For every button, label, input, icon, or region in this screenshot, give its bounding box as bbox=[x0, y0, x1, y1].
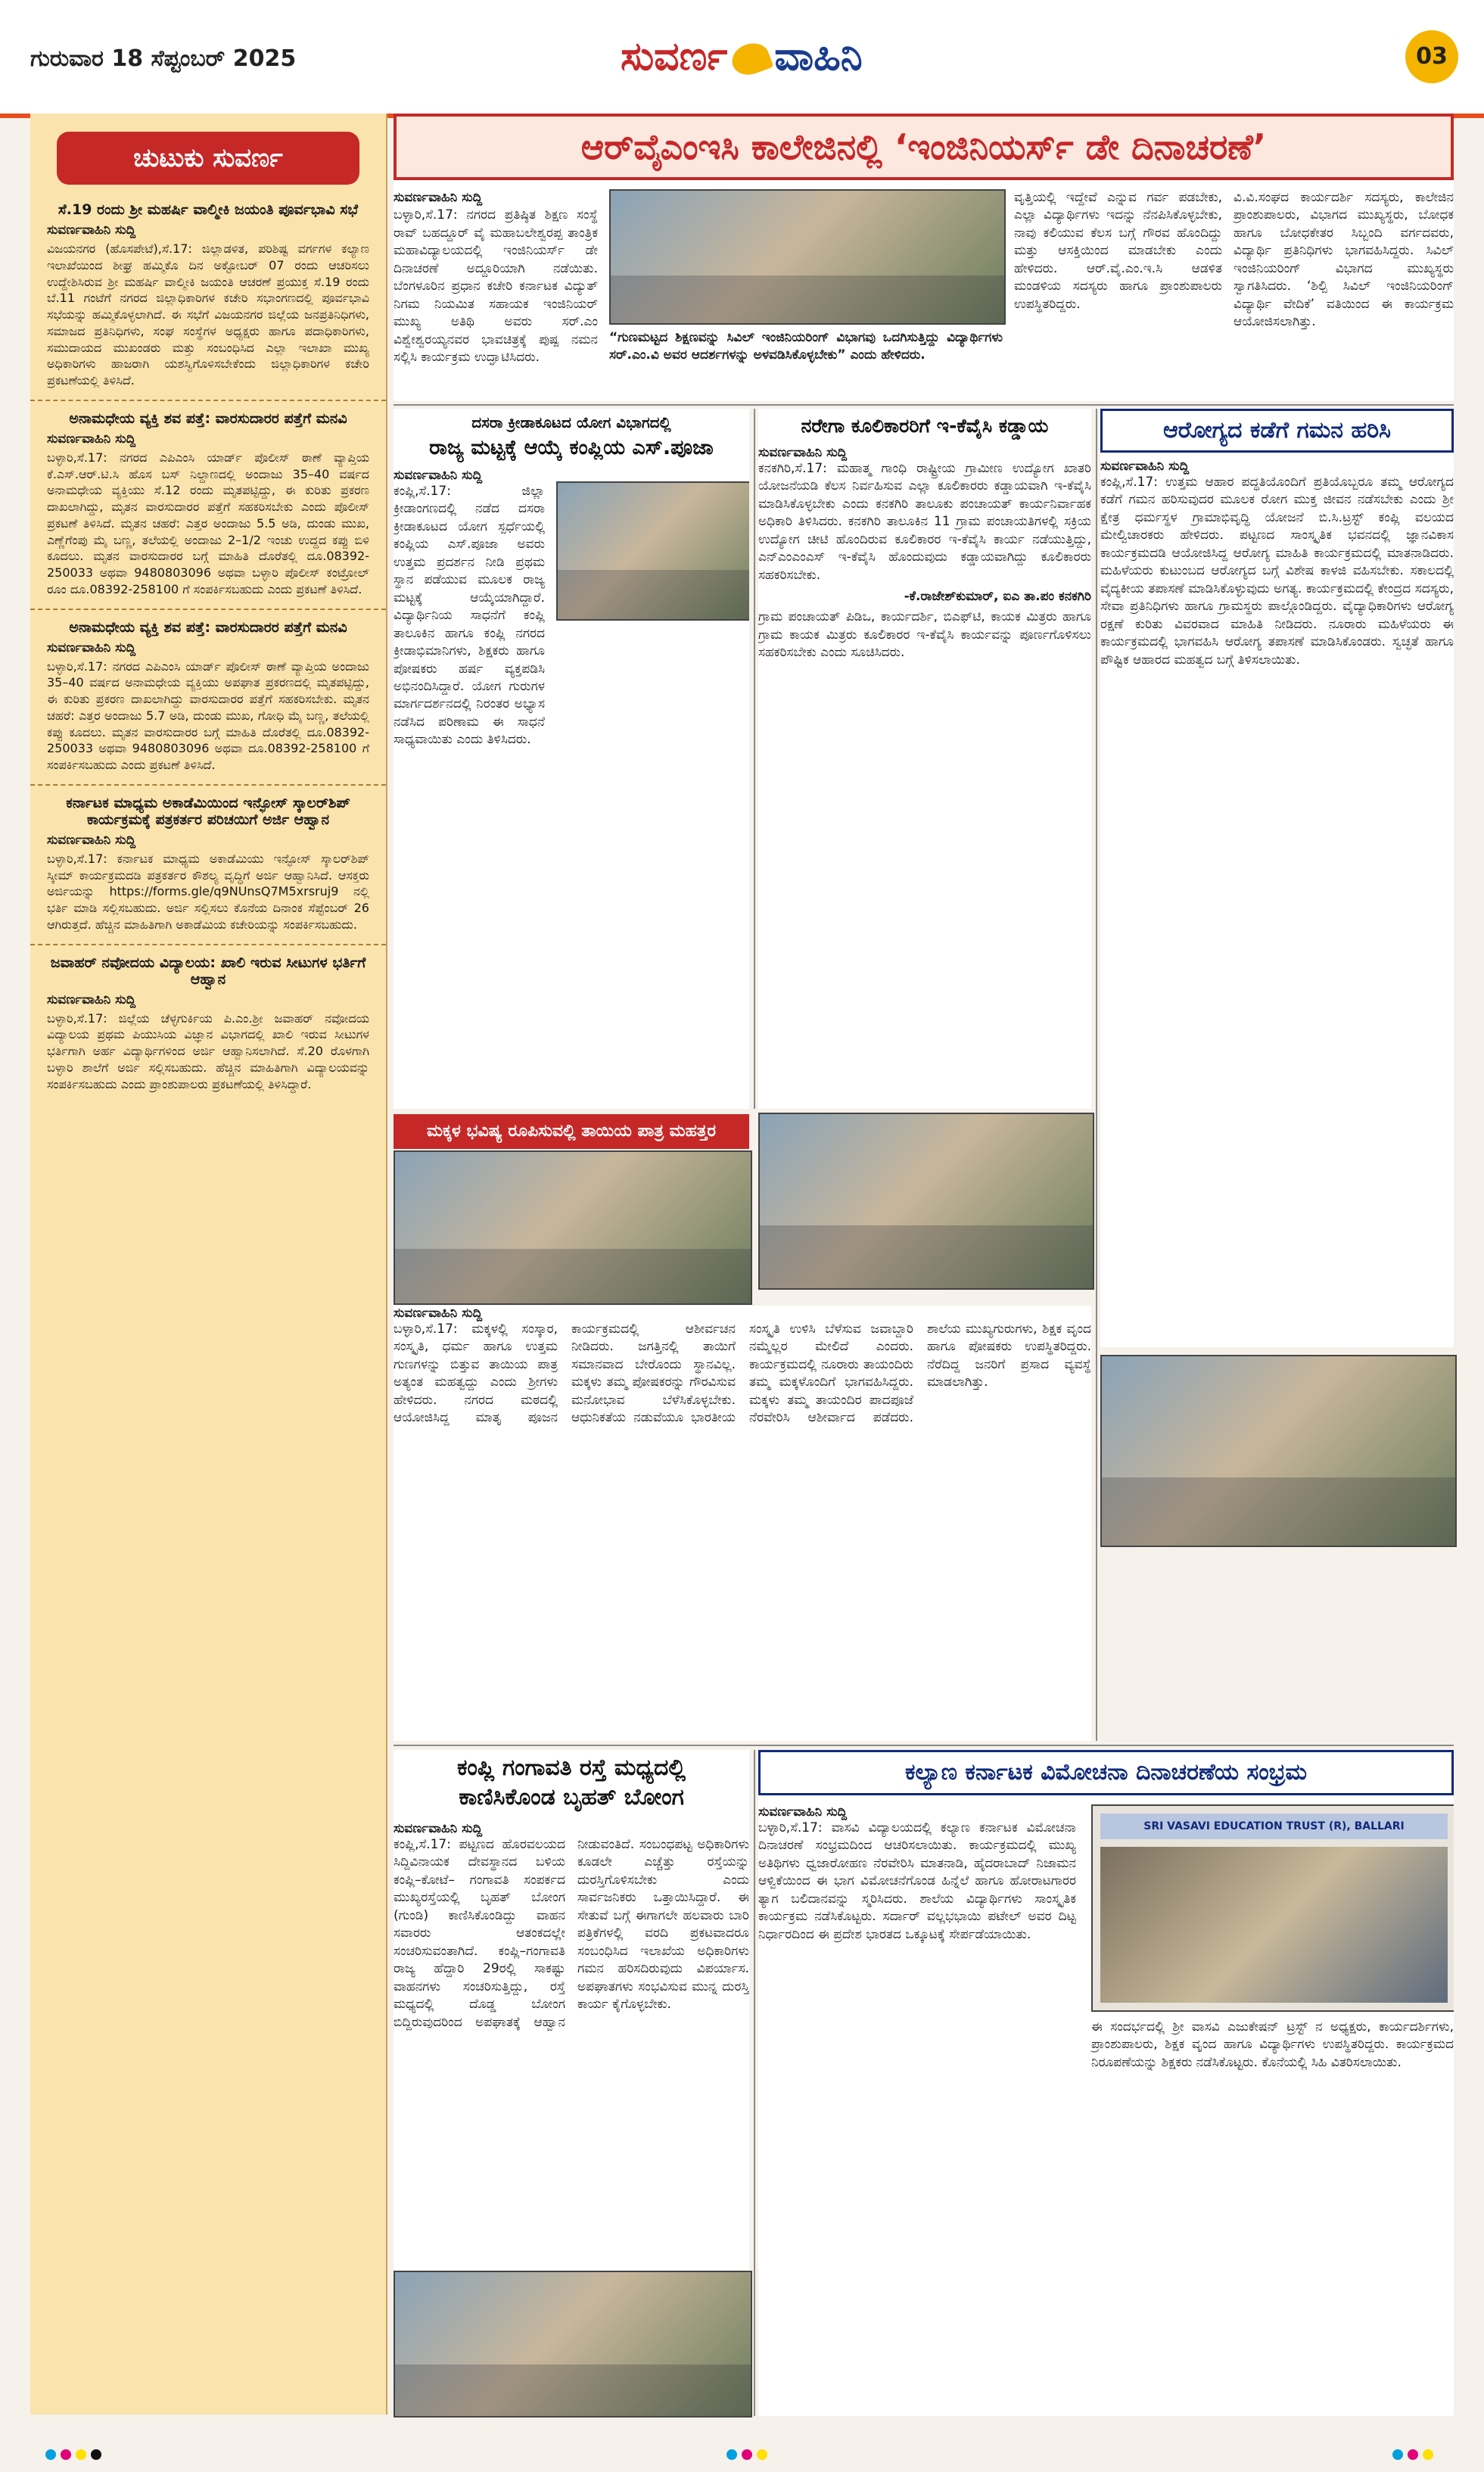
brief-title: ಅನಾಮಧೇಯ ವ್ಯಕ್ತಿ ಶವ ಪತ್ತೆ: ವಾರಸುದಾರರ ಪತ್ತೆಗೆ ಮನವಿ bbox=[69, 409, 347, 427]
main-headline: ಆರ್‌ವೈಎಂಇಸಿ ಕಾಲೇಜಿನಲ್ಲಿ ‘ಇಂಜಿನಿಯರ್ಸ್ ಡೇ ದಿನಾಚರಣೆ’ bbox=[394, 114, 1454, 180]
registration-dot bbox=[76, 2449, 86, 2460]
brief-item bbox=[30, 786, 386, 945]
divider bbox=[754, 1750, 755, 2416]
nrega-signature: -ಕೆ.ರಾಜೇಶ್‌ಕುಮಾರ್, ಐಎ ತಾ.ಪಂ ಕನಕಗಿರಿ bbox=[904, 589, 1091, 605]
brief-byline: ಸುವರ್ಣವಾಹಿನಿ ಸುದ್ದಿ bbox=[47, 431, 136, 447]
brief-item bbox=[30, 401, 386, 610]
brand-logo bbox=[621, 34, 863, 80]
sports-text: ಕಂಪ್ಲಿ,ಸೆ.17: ಜಿಲ್ಲಾ ಕ್ರೀಡಾಂಗಣದಲ್ಲಿ ನಡೆದ ದಸರಾ ಕ್ರೀಡಾಕೂಟದ ಯೋಗ ಸ್ಪರ್ಧೆಯಲ್ಲಿ ಕಂಪ್ಲಿಯ ಎಸ್.ಪೂಜಾ ಅವರು ಉತ್ತಮ ಪ್ರದರ್ಶನ ನೀಡಿ ಪ್ರಥಮ ಸ್ಥಾನ ಪಡೆಯುವ ಮೂಲಕ ರಾಜ್ಯ ಮಟ್ಟಕ್ಕೆ ಆಯ್ಕೆಯಾಗಿದ್ದಾರೆ. ವಿದ್ಯಾರ್ಥಿನಿಯ ಸಾಧನೆಗೆ ಕಂಪ್ಲಿ ತಾಲೂಕಿನ ಹಾಗೂ ಕಂಪ್ಲಿ ನಗರದ ಕ್ರೀಡಾಭಿಮಾನಿಗಳು, ಶಿಕ್ಷಕರು ಹಾಗೂ ಪೋಷಕರು ಹರ್ಷ ವ್ಯಕ್ತಪಡಿಸಿ ಅಭಿನಂದಿಸಿದ್ದಾರೆ. ಯೋಗ ಗುರುಗಳ ಮಾರ್ಗದರ್ಶನದಲ್ಲಿ ನಿರಂತರ ಅಭ್ಯಾಸ ನಡೆಸಿದ ಪರಿಣಾಮ ಈ ಸಾಧನೆ ಸಾಧ್ಯವಾಯಿತು ಎಂದು ತಿಳಿಸಿದರು. bbox=[394, 484, 545, 748]
nrega-text-2: ಗ್ರಾಮ ಪಂಚಾಯತ್ ಪಿಡಿಒ, ಕಾರ್ಯದರ್ಶಿ, ಬಿಎಫ್‌ಟಿ, ಕಾಯಕ ಮಿತ್ರರು ಹಾಗೂ ಗ್ರಾಮ ಕಾಯಕ ಮಿತ್ರರು ಕೂಲಿಕಾರರ ಇ-ಕೆವೈಸಿ ಕಾರ್ಯವನ್ನು ಪೂರ್ಣಗೊಳಿಸಲು ಸಹಕರಿಸಬೇಕು ಎಂದು ಸೂಚಿಸಿದರು. bbox=[758, 609, 1091, 661]
main-story-quote: “ಗುಣಮಟ್ಟದ ಶಿಕ್ಷಣವನ್ನು ಸಿವಿಲ್ ಇಂಜಿನಿಯರಿಂಗ್ ವಿಭಾಗವು ಒದಗಿಸುತ್ತಿದ್ದು ವಿದ್ಯಾರ್ಥಿಗಳು ಸರ್.ಎಂ.ವಿ ಅವರ ಆದರ್ಶಗಳನ್ನು ಅಳವಡಿಸಿಕೊಳ್ಳಬೇಕು” ಎಂದು ಹೇಳಿದರು. bbox=[609, 330, 1003, 363]
brief-item bbox=[30, 945, 386, 1104]
brief-item bbox=[30, 610, 386, 786]
brief-text: ಬಳ್ಳಾರಿ,ಸೆ.17: ಜಿಲ್ಲೆಯ ಚೆಳ್ಳಗುರ್ಕಿಯ ಪಿ.ಎಂ.ಶ್ರೀ ಜವಾಹರ್ ನವೋದಯ ವಿದ್ಯಾಲಯ ಪ್ರಥಮ ಪಿಯುಸಿಯ ವಿಜ್ಞಾನ ವಿಭಾಗದಲ್ಲಿ ಖಾಲಿ ಇರುವ ಸೀಟುಗಳ ಭರ್ತಿಗಾಗಿ ಅರ್ಹ ವಿದ್ಯಾರ್ಥಿಗಳಿಂದ ಅರ್ಜಿ ಆಹ್ವಾನಿಸಲಾಗಿದೆ. ಸೆ.20 ರೊಳಗಾಗಿ ಬಳ್ಳಾರಿ ಶಾಲೆಗೆ ಅರ್ಜಿ ಸಲ್ಲಿಸಬಹುದು. ಹೆಚ್ಚಿನ ಮಾಹಿತಿಗಾಗಿ ವಿದ್ಯಾಲಯವನ್ನು ಸಂಪರ್ಕಿಸಬಹುದು ಎಂದು ಪ್ರಾಂಶುಪಾಲರು ಪ್ರಕಟಣೆಯಲ್ಲಿ ತಿಳಿಸಿದ್ದಾರೆ. bbox=[47, 1010, 369, 1091]
children-byline: ಸುವರ್ಣವಾಹಿನಿ ಸುದ್ದಿ bbox=[394, 1306, 483, 1321]
main-story bbox=[394, 114, 1454, 401]
page-number: 03 bbox=[1405, 30, 1458, 83]
health-photo bbox=[1100, 1355, 1457, 1547]
kalyana-col-left bbox=[758, 1804, 1076, 1944]
kalyana-banner: SRI VASAVI EDUCATION TRUST (R), BALLARI bbox=[1100, 1814, 1448, 1839]
divider bbox=[1096, 409, 1097, 1741]
registration-dot bbox=[726, 2449, 737, 2460]
kalyana-headline: ಕಲ್ಯಾಣ ಕರ್ನಾಟಕ ವಿಮೋಚನಾ ದಿನಾಚರಣೆಯ ಸಂಭ್ರಮ bbox=[758, 1750, 1454, 1795]
health-headline: ಆರೋಗ್ಯದ ಕಡೆಗೆ ಗಮನ ಹರಿಸಿ bbox=[1100, 409, 1454, 453]
children-caption: ಮಕ್ಕಳ ಭವಿಷ್ಯ ರೂಪಿಸುವಲ್ಲಿ ತಾಯಿಯ ಪಾತ್ರ ಮಹತ್ತರ bbox=[394, 1114, 749, 1149]
brand-right: ವಾಹಿನಿ bbox=[774, 34, 863, 79]
registration-dot bbox=[1392, 2449, 1403, 2460]
brief-byline: ಸುವರ್ಣವಾಹಿನಿ ಸುದ್ದಿ bbox=[47, 832, 136, 848]
main-story-col-3: ವೃತ್ತಿಯಲ್ಲಿ ಇದ್ದೇವೆ ಎನ್ನುವ ಗರ್ವ ಪಡಬೇಕು, ಎಲ್ಲಾ ವಿದ್ಯಾರ್ಥಿಗಳು ಇದನ್ನು ನೆನಪಿಸಿಕೊಳ್ಳಬೇಕು, ನಾವು ಕಲಿಯುವ ಕೆಲಸ ಬಗ್ಗೆ ಗೌರವ ಹೊಂದಿದ್ದು ಮತ್ತು ಆಸಕ್ತಿಯಿಂದ ಮಾಡಬೇಕು ಎಂದು ಹೇಳಿದರು. ಆರ್.ವೈ.ಎಂ.ಇ.ಸಿ ಆಡಳಿತ ಮಂಡಳಿಯ ಸದಸ್ಯರು ಹಾಗೂ ಪ್ರಾಂಶುಪಾಲರು ಉಪಸ್ಥಿತರಿದ್ದರು. bbox=[1014, 190, 1222, 312]
registration-dot bbox=[45, 2449, 56, 2460]
road-headline-1: ಕಂಪ್ಲಿ ಗಂಗಾವತಿ ರಸ್ತೆ ಮಧ್ಯದಲ್ಲಿ bbox=[456, 1754, 686, 1781]
children-photo bbox=[394, 1150, 752, 1305]
divider bbox=[394, 404, 1454, 406]
print-registration-marks bbox=[0, 2449, 1484, 2464]
registration-dot bbox=[742, 2449, 752, 2460]
nrega-headline: ನರೇಗಾ ಕೂಲಿಕಾರರಿಗೆ ಇ-ಕೆವೈಸಿ ಕಡ್ಡಾಯ bbox=[801, 415, 1049, 437]
sports-story bbox=[394, 409, 749, 1109]
road-text: ಕಂಪ್ಲಿ,ಸೆ.17: ಪಟ್ಟಣದ ಹೊರವಲಯದ ಸಿದ್ದಿವಿನಾಯಕ ದೇವಸ್ಥಾನದ ಬಳಿಯ ಕಂಪ್ಲಿ–ಕೋಟೆ– ಗಂಗಾವತಿ ಸಂಪರ್ಕದ ಮುಖ್ಯರಸ್ತೆಯಲ್ಲಿ ಬೃಹತ್ ಬೋಂಗ (ಗುಂಡಿ) ಕಾಣಿಸಿಕೊಂಡಿದ್ದು ವಾಹನ ಸವಾರರು ಆತಂಕದಲ್ಲೇ ಸಂಚರಿಸುವಂತಾಗಿದೆ. ಕಂಪ್ಲಿ–ಗಂಗಾವತಿ ರಾಜ್ಯ ಹೆದ್ದಾರಿ 29ರಲ್ಲಿ ಸಾಕಷ್ಟು ವಾಹನಗಳು ಸಂಚರಿಸುತ್ತಿದ್ದು, ರಸ್ತೆ ಮಧ್ಯದಲ್ಲಿ ದೊಡ್ಡ ಬೋಂಗ ಬಿದ್ದಿರುವುದರಿಂದ ಅಪಘಾತಕ್ಕೆ ಆಹ್ವಾನ ನೀಡುವಂತಿದೆ. ಸಂಬಂಧಪಟ್ಟ ಅಧಿಕಾರಿಗಳು ಕೂಡಲೇ ಎಚ್ಚೆತ್ತು ರಸ್ತೆಯನ್ನು ದುರಸ್ತಿಗೊಳಿಸಬೇಕು ಎಂದು ಸಾರ್ವಜನಿಕರು ಒತ್ತಾಯಿಸಿದ್ದಾರೆ. ಈ ಸೇತುವೆ ಬಗ್ಗೆ ಈಗಾಗಲೇ ಹಲವಾರು ಬಾರಿ ಪತ್ರಿಕೆಗಳಲ್ಲಿ ವರದಿ ಪ್ರಕಟವಾದರೂ ಸಂಬಂಧಿಸಿದ ಇಲಾಖೆಯ ಅಧಿಕಾರಿಗಳು ಗಮನ ಹರಿಸದಿರುವುದು ವಿಪರ್ಯಾಸ. ಅಪಘಾತಗಳು ಸಂಭವಿಸುವ ಮುನ್ನ ದುರಸ್ತಿ ಕಾರ್ಯ ಕೈಗೊಳ್ಳಬೇಕು. bbox=[394, 1837, 749, 2030]
road-byline: ಸುವರ್ಣವಾಹಿನಿ ಸುದ್ದಿ bbox=[394, 1821, 483, 1836]
kalyana-text-2: ಈ ಸಂದರ್ಭದಲ್ಲಿ ಶ್ರೀ ವಾಸವಿ ಎಜುಕೇಷನ್ ಟ್ರಸ್ಟ್ ನ ಅಧ್ಯಕ್ಷರು, ಕಾರ್ಯದರ್ಶಿಗಳು, ಪ್ರಾಂಶುಪಾಲರು, ಶಿಕ್ಷಕ ವೃಂದ ಹಾಗೂ ವಿದ್ಯಾರ್ಥಿಗಳು ಉಪಸ್ಥಿತರಿದ್ದರು. ಕಾರ್ಯಕ್ರಮದ ನಿರೂಪಣೆಯನ್ನು ಶಿಕ್ಷಕರು ನಡೆಸಿಕೊಟ್ಟರು. ಕೊನೆಯಲ್ಲಿ ಸಿಹಿ ವಿತರಿಸಲಾಯಿತು. bbox=[1091, 2019, 1454, 2070]
brief-title: ಅನಾಮಧೇಯ ವ್ಯಕ್ತಿ ಶವ ಪತ್ತೆ: ವಾರಸುದಾರರ ಪತ್ತೆಗೆ ಮನವಿ bbox=[69, 618, 347, 636]
kalyana-photo bbox=[1091, 1804, 1454, 2012]
kalyana-text: ಬಳ್ಳಾರಿ,ಸೆ.17: ವಾಸವಿ ವಿದ್ಯಾಲಯದಲ್ಲಿ ಕಲ್ಯಾಣ ಕರ್ನಾಟಕ ವಿಮೋಚನಾ ದಿನಾಚರಣೆ ಸಂಭ್ರಮದಿಂದ ಆಚರಿಸಲಾಯಿತು. ಕಾರ್ಯಕ್ರಮದಲ್ಲಿ ಮುಖ್ಯ ಅತಿಥಿಗಳು ಧ್ವಜಾರೋಹಣ ನೆರವೇರಿಸಿ ಮಾತನಾಡಿ, ಹೈದರಾಬಾದ್ ನಿಜಾಮನ ಆಳ್ವಿಕೆಯಿಂದ ಈ ಭಾಗ ವಿಮೋಚನೆಗೊಂಡ ಹಿನ್ನೆಲೆ ಹಾಗೂ ಹೋರಾಟಗಾರರ ತ್ಯಾಗ ಬಲಿದಾನವನ್ನು ಸ್ಮರಿಸಿದರು. ಶಾಲೆಯ ವಿದ್ಯಾರ್ಥಿಗಳು ಸಾಂಸ್ಕೃತಿಕ ಕಾರ್ಯಕ್ರಮ ನಡೆಸಿಕೊಟ್ಟರು. ಸರ್ದಾರ್ ವಲ್ಲಭಭಾಯಿ ಪಟೇಲ್ ಅವರ ದಿಟ್ಟ ನಿರ್ಧಾರದಿಂದ ಈ ಪ್ರದೇಶ ಭಾರತದ ಒಕ್ಕೂಟಕ್ಕೆ ಸೇರ್ಪಡೆಯಾಯಿತು. bbox=[758, 1820, 1076, 1942]
brief-title: ಜವಾಹರ್ ನವೋದಯ ವಿದ್ಯಾಲಯ: ಖಾಲಿ ಇರುವ ಸೀಟುಗಳ ಭರ್ತಿಗೆ ಆಹ್ವಾನ bbox=[50, 954, 366, 988]
sports-photo bbox=[556, 481, 749, 621]
divider bbox=[754, 409, 755, 1109]
registration-dot bbox=[91, 2449, 101, 2460]
nrega-text: ಕನಕಗಿರಿ,ಸೆ.17: ಮಹಾತ್ಮ ಗಾಂಧಿ ರಾಷ್ಟ್ರೀಯ ಗ್ರಾಮೀಣ ಉದ್ಯೋಗ ಖಾತರಿ ಯೋಜನೆಯಡಿ ಕೆಲಸ ನಿರ್ವಹಿಸುವ ಎಲ್ಲಾ ಕೂಲಿಕಾರರು ಕಡ್ಡಾಯವಾಗಿ ಇ-ಕೆವೈಸಿ ಮಾಡಿಸಿಕೊಳ್ಳಬೇಕು ಎಂದು ಕನಕಗಿರಿ ತಾಲೂಕು ಪಂಚಾಯತ್ ಕಾರ್ಯನಿರ್ವಾಹಕ ಅಧಿಕಾರಿ ತಿಳಿಸಿದರು. ಕನಕಗಿರಿ ತಾಲೂಕಿನ 11 ಗ್ರಾಮ ಪಂಚಾಯತಿಗಳಲ್ಲಿ ಸಕ್ರಿಯ ಉದ್ಯೋಗ ಚೀಟಿ ಹೊಂದಿರುವ ಕೂಲಿಕಾರರ ಇ-ಕೆವೈಸಿ ಕಾರ್ಯ ನಡೆಯುತ್ತಿದ್ದು, ಎನ್‌ಎಂಎಂಎಸ್ ಇ-ಕೆವೈಸಿ ಹೊಂದುವುದು ಕಡ್ಡಾಯವಾಗಿದ್ದು ಕೂಲಿಕಾರರು ಸಹಕರಿಸಬೇಕು. bbox=[758, 461, 1091, 583]
kalyana-photo-people bbox=[1100, 1847, 1448, 2003]
flame-icon bbox=[728, 39, 774, 80]
left-column-header: ಚುಟುಕು ಸುವರ್ಣ bbox=[57, 132, 359, 185]
registration-dot bbox=[1423, 2449, 1433, 2460]
main-byline: ಸುವರ್ಣವಾಹಿನಿ ಸುದ್ದಿ bbox=[394, 190, 483, 205]
brief-text: ಬಳ್ಳಾರಿ,ಸೆ.17: ನಗರದ ಎಪಿಎಂಸಿ ಯಾರ್ಡ್ ಪೊಲೀಸ್ ಠಾಣೆ ವ್ಯಾಪ್ತಿಯ ಅಂದಾಜು 35–40 ವರ್ಷದ ಅನಾಮಧೇಯ ವ್ಯಕ್ತಿಯು ಅಪಘಾತ ಪ್ರಕರಣದಲ್ಲಿ ಮೃತಪಟ್ಟಿದ್ದು, ಈ ಕುರಿತು ಪ್ರಕರಣ ದಾಖಲಾಗಿದ್ದು ವಾರಸುದಾರರ ಪತ್ತೆಗೆ ಸಹಕರಿಸಬೇಕು. ಮೃತನ ಚಹರೆ: ಎತ್ತರ ಅಂದಾಜು 5.7 ಅಡಿ, ದುಂಡು ಮುಖ, ಗೋಧಿ ಮೈ ಬಣ್ಣ, ತಲೆಯಲ್ಲಿ ಕಪ್ಪು ಕೂದಲು. ಮೃತನ ವಾರಸುದಾರರ ಬಗ್ಗೆ ಮಾಹಿತಿ ದೊರೆತಲ್ಲಿ ದೂ.08392-250033 ಅಥವಾ 9480803096 ಅಥವಾ ದೂ.08392-258100 ಗೆ ಸಂಪರ್ಕಿಸಬಹುದು ಎಂದು ಪ್ರಕಟಣೆ ತಿಳಿಸಿದೆ. bbox=[47, 658, 369, 772]
left-column-briefs bbox=[30, 114, 387, 2414]
children-story bbox=[394, 1306, 1091, 1741]
main-story-col-1 bbox=[394, 189, 598, 367]
kalyana-byline: ಸುವರ್ಣವಾಹಿನಿ ಸುದ್ದಿ bbox=[758, 1804, 848, 1820]
health-byline: ಸುವರ್ಣವಾಹಿನಿ ಸುದ್ದಿ bbox=[1100, 459, 1190, 474]
kalyana-story bbox=[758, 1750, 1454, 2416]
brief-byline: ಸುವರ್ಣವಾಹಿನಿ ಸುದ್ದಿ bbox=[47, 640, 136, 655]
masthead bbox=[0, 0, 1484, 118]
children-text: ಬಳ್ಳಾರಿ,ಸೆ.17: ಮಕ್ಕಳಲ್ಲಿ ಸಂಸ್ಕಾರ, ಸಂಸ್ಕೃತಿ, ಧರ್ಮ ಹಾಗೂ ಉತ್ತಮ ಗುಣಗಳನ್ನು ಬಿತ್ತುವ ತಾಯಿಯ ಪಾತ್ರ ಅತ್ಯಂತ ಮಹತ್ವದ್ದು ಎಂದು ಶ್ರೀಗಳು ಹೇಳಿದರು. ನಗರದ ಮಠದಲ್ಲಿ ಆಯೋಜಿಸಿದ್ದ ಮಾತೃ ಪೂಜನ ಕಾರ್ಯಕ್ರಮದಲ್ಲಿ ಆಶೀರ್ವಚನ ನೀಡಿದರು. ಜಗತ್ತಿನಲ್ಲಿ ತಾಯಿಗೆ ಸಮಾನವಾದ ಬೇರೊಂದು ಸ್ಥಾನವಿಲ್ಲ. ಮಕ್ಕಳು ತಮ್ಮ ಪೋಷಕರನ್ನು ಗೌರವಿಸುವ ಮನೋಭಾವ ಬೆಳೆಸಿಕೊಳ್ಳಬೇಕು. ಆಧುನಿಕತೆಯ ನಡುವೆಯೂ ಭಾರತೀಯ ಸಂಸ್ಕೃತಿ ಉಳಿಸಿ ಬೆಳೆಸುವ ಜವಾಬ್ದಾರಿ ನಮ್ಮೆಲ್ಲರ ಮೇಲಿದೆ ಎಂದರು. ಕಾರ್ಯಕ್ರಮದಲ್ಲಿ ನೂರಾರು ತಾಯಂದಿರು ತಮ್ಮ ಮಕ್ಕಳೊಂದಿಗೆ ಭಾಗವಹಿಸಿದ್ದರು. ಮಕ್ಕಳು ತಮ್ಮ ತಾಯಂದಿರ ಪಾದಪೂಜೆ ನೆರವೇರಿಸಿ ಆಶೀರ್ವಾದ ಪಡೆದರು. ಶಾಲೆಯ ಮುಖ್ಯಗುರುಗಳು, ಶಿಕ್ಷಕ ವೃಂದ ಹಾಗೂ ಪೋಷಕರು ಉಪಸ್ಥಿತರಿದ್ದರು. ನೆರೆದಿದ್ದ ಜನರಿಗೆ ಪ್ರಸಾದ ವ್ಯವಸ್ಥೆ ಮಾಡಲಾಗಿತ್ತು. bbox=[394, 1322, 1091, 1426]
brief-title: ಕರ್ನಾಟಕ ಮಾಧ್ಯಮ ಅಕಾಡೆಮಿಯಿಂದ ಇನ್ಫೋಸ್ ಸ್ಕಾಲರ್‌ಶಿಪ್ ಕಾರ್ಯಕ್ರಮಕ್ಕೆ ಪತ್ರಕರ್ತರ ಪರಿಚಯಿಗೆ ಅರ್ಜಿ ಆಹ್ವಾನ bbox=[66, 794, 350, 828]
registration-dot bbox=[757, 2449, 767, 2460]
registration-dot bbox=[1408, 2449, 1418, 2460]
main-story-col-4: ವಿ.ವಿ.ಸಂಘದ ಕಾರ್ಯದರ್ಶಿ ಸದಸ್ಯರು, ಕಾಲೇಜಿನ ಪ್ರಾಂಶುಪಾಲರು, ವಿಭಾಗದ ಮುಖ್ಯಸ್ಥರು, ಬೋಧಕ ಹಾಗೂ ಬೋಧಕೇತರ ಸಿಬ್ಬಂದಿ ವರ್ಗದವರು, ವಿದ್ಯಾರ್ಥಿ ಪ್ರತಿನಿಧಿಗಳು ಭಾಗವಹಿಸಿದ್ದರು. ಸಿವಿಲ್ ಇಂಜಿನಿಯರಿಂಗ್ ವಿಭಾಗದ ಮುಖ್ಯಸ್ಥರು ಸ್ವಾಗತಿಸಿದರು. ‘ಶಿಲ್ಪಿ ಸಿವಿಲ್ ಇಂಜಿನಿಯರಿಂಗ್ ವಿದ್ಯಾರ್ಥಿ ವೇದಿಕೆ’ ವತಿಯಿಂದ ಈ ಕಾರ್ಯಕ್ರಮ ಆಯೋಜಿಸಲಾಗಿತ್ತು. bbox=[1234, 190, 1454, 330]
sports-headline: ರಾಜ್ಯ ಮಟ್ಟಕ್ಕೆ ಆಯ್ಕೆ ಕಂಪ್ಲಿಯ ಎಸ್.ಪೂಜಾ bbox=[429, 436, 714, 459]
issue-date: ಗುರುವಾರ 18 ಸೆಪ್ಟಂಬರ್ 2025 bbox=[30, 45, 297, 72]
sports-byline: ಸುವರ್ಣವಾಹಿನಿ ಸುದ್ದಿ bbox=[394, 468, 483, 483]
brief-byline: ಸುವರ್ಣವಾಹಿನಿ ಸುದ್ದಿ bbox=[47, 992, 136, 1007]
brief-text: ಬಳ್ಳಾರಿ,ಸೆ.17: ನಗರದ ಎಪಿಎಂಸಿ ಯಾರ್ಡ್ ಪೊಲೀಸ್ ಠಾಣೆ ವ್ಯಾಪ್ತಿಯ ಕೆ.ಎಸ್.ಆರ್.ಟಿ.ಸಿ ಹೊಸ ಬಸ್ ನಿಲ್ದಾಣದಲ್ಲಿ ಅಂದಾಜು 35–40 ವರ್ಷದ ಅನಾಮಧೇಯ ವ್ಯಕ್ತಿಯು ಸೆ.12 ರಂದು ಮೃತಪಟ್ಟಿದ್ದು, ಈ ಕುರಿತು ಪ್ರಕರಣ ದಾಖಲಾಗಿದ್ದು, ಮೃತನ ವಾರಸುದಾರರ ಪತ್ತೆಗೆ ಸಹಕರಿಸಬೇಕು ಎಂದು ಪೊಲೀಸ್ ಪ್ರಕಟಣೆ ತಿಳಿಸಿದೆ. ಮೃತನ ಚಹರೆ: ಎತ್ತರ ಅಂದಾಜು 5.5 ಅಡಿ, ದುಂಡು ಮುಖ, ಎಣ್ಣೆಗೆಂಪು ಮೈ ಬಣ್ಣ, ತಲೆಯಲ್ಲಿ ಅಂದಾಜು 2–1/2 ಇಂಚು ಉದ್ದದ ಕಪ್ಪು ಬಿಳಿ ಕೂದಲು. ಮೃತನ ವಾರಸುದಾರರ ಬಗ್ಗೆ ಮಾಹಿತಿ ದೊರೆತಲ್ಲಿ ದೂ.08392-250033 ಅಥವಾ 9480803096 ಅಥವಾ ಬಳ್ಳಾರಿ ಪೊಲೀಸ್ ಕಂಟ್ರೋಲ್ ರೂಂ ದೂ.08392-258100 ಗೆ ಸಂಪರ್ಕಿಸಬಹುದು ಎಂದು ಪ್ರಕಟಣೆ ತಿಳಿಸಿದೆ. bbox=[47, 450, 369, 596]
nrega-photo bbox=[758, 1113, 1094, 1290]
nrega-story bbox=[758, 409, 1091, 1109]
main-story-text-1: ಬಳ್ಳಾರಿ,ಸೆ.17: ನಗರದ ಪ್ರತಿಷ್ಠಿತ ಶಿಕ್ಷಣ ಸಂಸ್ಥೆ ರಾವ್ ಬಹದ್ದೂರ್ ವೈ ಮಹಾಬಲೇಶ್ವರಪ್ಪ ತಾಂತ್ರಿಕ ಮಹಾವಿದ್ಯಾಲಯದಲ್ಲಿ ಇಂಜಿನಿಯರ್ಸ್ ಡೇ ದಿನಾಚರಣೆ ಅದ್ದೂರಿಯಾಗಿ ನಡೆಯಿತು. ಬೆಂಗಳೂರಿನ ಪ್ರಧಾನ ಕಚೇರಿ ಕರ್ನಾಟಕ ವಿದ್ಯುತ್ ನಿಗಮ ನಿಯಮಿತ ಸಹಾಯಕ ಇಂಜಿನಿಯರ್ ಮುಖ್ಯ ಅತಿಥಿ ಅವರು ಸರ್.ಎಂ ವಿಶ್ವೇಶ್ವರಯ್ಯನವರ ಭಾವಚಿತ್ರಕ್ಕೆ ಪುಷ್ಪ ನಮನ ಸಲ್ಲಿಸಿ ಕಾರ್ಯಕ್ರಮ ಉದ್ಘಾಟಿಸಿದರು. bbox=[394, 207, 598, 366]
health-story bbox=[1100, 409, 1454, 1347]
brief-item bbox=[30, 192, 386, 401]
brief-text: ಬಳ್ಳಾರಿ,ಸೆ.17: ಕರ್ನಾಟಕ ಮಾಧ್ಯಮ ಅಕಾಡೆಮಿಯು ಇನ್ಫೋಸ್ ಸ್ಕಾಲರ್‌ಶಿಪ್ ಸ್ಕೀಮ್ ಕಾರ್ಯಕ್ರಮದಡಿ ಪತ್ರಕರ್ತರ ಕೌಶಲ್ಯ ವೃದ್ಧಿಗೆ ಅರ್ಜಿ ಆಹ್ವಾನಿಸಿದೆ. ಆಸಕ್ತರು ಅರ್ಜಿಯನ್ನು https://forms.gle/q9NUnsQ7M5xrsruj9 ನಲ್ಲಿ ಭರ್ತಿ ಮಾಡಿ ಸಲ್ಲಿಸಬಹುದು. ಅರ್ಜಿ ಸಲ್ಲಿಸಲು ಕೊನೆಯ ದಿನಾಂಕ ಸೆಪ್ಟೆಂಬರ್ 26 ಆಗಿರುತ್ತದೆ. ಹೆಚ್ಚಿನ ಮಾಹಿತಿಗಾಗಿ ಅಕಾಡೆಮಿಯ ಕಚೇರಿಯನ್ನು ಸಂಪರ್ಕಿಸಬಹುದು. bbox=[47, 851, 369, 932]
registration-dot bbox=[61, 2449, 71, 2460]
road-headline-2: ಕಾಣಿಸಿಕೊಂಡ ಬೃಹತ್ ಬೋಂಗ bbox=[459, 1784, 684, 1810]
sports-kicker: ದಸರಾ ಕ್ರೀಡಾಕೂಟದ ಯೋಗ ವಿಭಾಗದಲ್ಲಿ bbox=[471, 413, 671, 431]
main-story-photo bbox=[609, 189, 1006, 325]
brief-title: ಸೆ.19 ರಂದು ಶ್ರೀ ಮಹರ್ಷಿ ವಾಲ್ಮೀಕಿ ಜಯಂತಿ ಪೂರ್ವಭಾವಿ ಸಭೆ bbox=[58, 201, 359, 218]
health-text: ಕಂಪ್ಲಿ,ಸೆ.17: ಉತ್ತಮ ಆಹಾರ ಪದ್ಧತಿಯೊಂದಿಗೆ ಪ್ರತಿಯೊಬ್ಬರೂ ತಮ್ಮ ಆರೋಗ್ಯದ ಕಡೆಗೆ ಗಮನ ಹರಿಸುವುದರ ಮೂಲಕ ರೋಗ ಮುಕ್ತ ಜೀವನ ನಡೆಸಬೇಕು ಎಂದು ಶ್ರೀ ಕ್ಷೇತ್ರ ಧರ್ಮಸ್ಥಳ ಗ್ರಾಮಾಭಿವೃದ್ಧಿ ಯೋಜನೆ ಬಿ.ಸಿ.ಟ್ರಸ್ಟ್ ಕಂಪ್ಲಿ ವಲಯದ ಮೇಲ್ವಿಚಾರಕರು ಹೇಳಿದರು. ಪಟ್ಟಣದ ಸಾಂಸ್ಕೃತಿಕ ಭವನದಲ್ಲಿ ಜ್ಞಾನವಿಕಾಸ ಕಾರ್ಯಕ್ರಮದಡಿ ಆಯೋಜಿಸಿದ್ದ ಆರೋಗ್ಯ ಮಾಹಿತಿ ಕಾರ್ಯಕ್ರಮದಲ್ಲಿ ಮಾತನಾಡಿದರು. ಮಹಿಳೆಯರು ಕುಟುಂಬದ ಆರೋಗ್ಯದ ಬಗ್ಗೆ ವಿಶೇಷ ಕಾಳಜಿ ವಹಿಸಬೇಕು. ಸಕಾಲದಲ್ಲಿ ವೈದ್ಯಕೀಯ ತಪಾಸಣೆ ಮಾಡಿಸಿಕೊಳ್ಳುವುದು ಅಗತ್ಯ. ಕಾರ್ಯಕ್ರಮದಲ್ಲಿ ಕೇಂದ್ರದ ಸದಸ್ಯರು, ಸೇವಾ ಪ್ರತಿನಿಧಿಗಳು ಹಾಗೂ ಗ್ರಾಮಸ್ಥರು ಪಾಲ್ಗೊಂಡಿದ್ದರು. ವೈದ್ಯಾಧಿಕಾರಿಗಳು ಆರೋಗ್ಯ ರಕ್ಷಣೆ ಕುರಿತು ವಿವರವಾದ ಮಾಹಿತಿ ನೀಡಿದರು. ನೂರಾರು ಮಹಿಳೆಯರು ಈ ಕಾರ್ಯಕ್ರಮದಲ್ಲಿ ಭಾಗವಹಿಸಿ ಆರೋಗ್ಯ ತಪಾಸಣೆ ಮಾಡಿಸಿಕೊಂಡರು. ಸ್ವಚ್ಛತೆ ಹಾಗೂ ಪೌಷ್ಟಿಕ ಆಹಾರದ ಮಹತ್ವದ ಬಗ್ಗೆ ತಿಳಿಸಲಾಯಿತು. bbox=[1100, 475, 1454, 668]
divider bbox=[394, 1745, 1454, 1746]
brand-left: ಸುವರ್ಣ bbox=[621, 34, 728, 79]
nrega-byline: ಸುವರ್ಣವಾಹಿನಿ ಸುದ್ದಿ bbox=[758, 445, 848, 460]
brief-text: ವಿಜಯನಗರ (ಹೊಸಪೇಟೆ),ಸೆ.17: ಜಿಲ್ಲಾಡಳಿತ, ಪರಿಶಿಷ್ಟ ವರ್ಗಗಳ ಕಲ್ಯಾಣ ಇಲಾಖೆಯಿಂದ ಶೀಘ್ರ ಹಮ್ಮಿಕೊ ದಿನ ಅಕ್ಟೋಬರ್ 07 ರಂದು ಆಚರಿಸಲು ಉದ್ದೇಶಿಸಿರುವ ಶ್ರೀ ಮಹರ್ಷಿ ವಾಲ್ಮೀಕಿ ಜಯಂತಿ ಆಚರಣೆ ಪ್ರಯುಕ್ತ ಸೆ.19 ರಂದು ಬೆ.11 ಗಂಟೆಗೆ ನಗರದ ಜಿಲ್ಲಾಧಿಕಾರಿಗಳ ಕಚೇರಿ ಸಭಾಂಗಣದಲ್ಲಿ ಪೂರ್ವಭಾವಿ ಸಭೆಯನ್ನು ಹಮ್ಮಿಕೊಳ್ಳಲಾಗಿದೆ. ಈ ಸಭೆಗೆ ವಿಜಯನಗರ ಜಿಲ್ಲೆಯ ಜನಪ್ರತಿನಿಧಿಗಳು, ಸಮಾಜದ ಪ್ರತಿನಿಧಿಗಳು, ಸಂಘ ಸಂಸ್ಥೆಗಳ ಅಧ್ಯಕ್ಷರು ಹಾಗೂ ಪದಾಧಿಕಾರಿಗಳು, ಸಮುದಾಯದ ಮುಖಂಡರು ಮತ್ತು ಸಂಬಂಧಿಸಿದ ಎಲ್ಲಾ ಇಲಾಖಾ ಮುಖ್ಯ ಅಧಿಕಾರಿಗಳು ಹಾಜರಾಗಿ ಯಶಸ್ವಿಗೊಳಿಸಬೇಕೆಂದು ಜಿಲ್ಲಾಧಿಕಾರಿಗಳ ಕಚೇರಿ ಪ್ರಕಟಣೆಯಲ್ಲಿ ತಿಳಿಸಿದೆ. bbox=[47, 241, 369, 388]
brief-byline: ಸುವರ್ಣವಾಹಿನಿ ಸುದ್ದಿ bbox=[47, 223, 136, 238]
road-photo bbox=[394, 2271, 752, 2418]
